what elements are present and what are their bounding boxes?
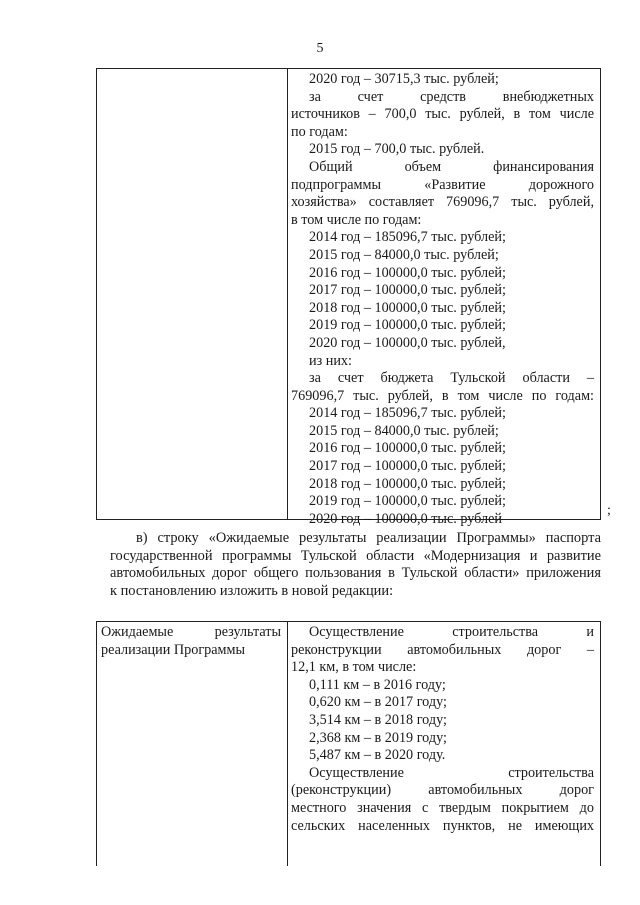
text-line: реконструкции автомобильных дорог –: [291, 641, 594, 658]
column-divider: [287, 622, 288, 866]
text-line: в) строку «Ожидаемые результаты реализации Программы» паспорта: [136, 530, 601, 546]
text-line: 2018 год – 100000,0 тыс. рублей;: [309, 475, 506, 492]
text-line: 2019 год – 100000,0 тыс. рублей;: [309, 493, 506, 510]
expected-results-table: [96, 621, 601, 866]
row-header-line: Ожидаемые результаты: [101, 624, 281, 640]
text-line: 0,620 км – в 2017 году;: [309, 694, 447, 711]
text-line: сельских населенных пунктов, не имеющих: [291, 817, 594, 834]
funding-cell: [291, 71, 594, 528]
text-line: 2018 год – 100000,0 тыс. рублей;: [309, 299, 506, 316]
text-line: 2020 год – 100000,0 тыс. рублей,: [309, 334, 506, 351]
text-line: Осуществление строительства: [309, 764, 594, 781]
text-line: 2017 год – 100000,0 тыс. рублей;: [309, 282, 506, 299]
text-line: 12,1 км, в том числе:: [291, 659, 417, 676]
text-line: 2015 год – 84000,0 тыс. рублей;: [309, 422, 499, 439]
text-line: 2020 год – 100000,0 тыс. рублей: [309, 510, 502, 527]
text-line: 2017 год – 100000,0 тыс. рублей;: [309, 458, 506, 475]
text-line: местного значения с твердым покрытием до: [291, 799, 594, 816]
text-line: 2020 год – 30715,3 тыс. рублей;: [309, 71, 499, 87]
text-line: 2,368 км – в 2019 году;: [309, 729, 447, 746]
results-cell: [291, 624, 594, 835]
text-line: в том числе по годам:: [291, 211, 422, 228]
funding-table: [96, 68, 601, 527]
text-line: из них:: [309, 352, 352, 369]
text-line: за счет бюджета Тульской области –: [309, 370, 594, 387]
text-line: за счет средств внебюджетных: [309, 88, 594, 105]
text-line: 2014 год – 185096,7 тыс. рублей;: [309, 229, 506, 246]
text-line: 2014 год – 185096,7 тыс. рублей;: [309, 405, 506, 422]
text-line: 769096,7 тыс. рублей, в том числе по годам:: [291, 387, 594, 404]
row-header-line: реализации Программы: [101, 641, 246, 658]
text-line: источников – 700,0 тыс. рублей, в том числе: [291, 106, 594, 123]
text-line: 2016 год – 100000,0 тыс. рублей;: [309, 264, 506, 281]
text-line: по годам:: [291, 123, 348, 140]
text-line: государственной программы Тульской области «Модернизация и развитие: [110, 547, 601, 564]
text-line: автомобильных дорог общего пользования в Тульской области» приложения: [110, 565, 601, 582]
text-line: 2015 год – 700,0 тыс. рублей.: [309, 141, 485, 158]
column-divider: [287, 69, 288, 519]
trailing-semicolon: ;: [607, 503, 611, 518]
text-line: Общий объем финансирования: [309, 158, 594, 175]
text-line: (реконструкции) автомобильных дорог: [291, 782, 594, 799]
text-line: 2019 год – 100000,0 тыс. рублей;: [309, 317, 506, 334]
text-line: 2015 год – 84000,0 тыс. рублей;: [309, 246, 499, 263]
amendment-paragraph: [110, 530, 601, 600]
text-line: Осуществление строительства и: [309, 624, 594, 640]
text-line: подпрограммы «Развитие дорожного: [291, 176, 594, 193]
row-header-cell: [101, 624, 281, 659]
page-number: 5: [316, 41, 324, 56]
text-line: 2016 год – 100000,0 тыс. рублей;: [309, 440, 506, 457]
text-line: 3,514 км – в 2018 году;: [309, 711, 447, 728]
text-line: 5,487 км – в 2020 году.: [309, 747, 446, 764]
text-line: к постановлению изложить в новой редакции:: [110, 582, 394, 599]
text-line: хозяйства» составляет 769096,7 тыс. рублей,: [291, 194, 594, 211]
text-line: 0,111 км – в 2016 году;: [309, 676, 446, 693]
